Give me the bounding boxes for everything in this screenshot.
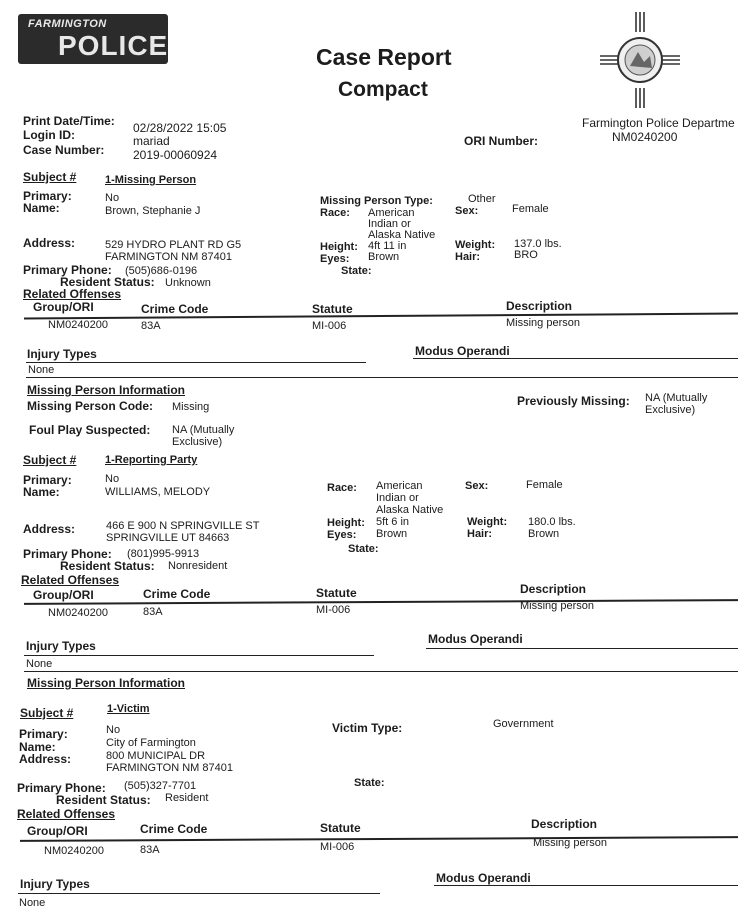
hair-label: Hair: — [455, 251, 481, 263]
injury-rule-2 — [24, 655, 374, 656]
eyes-label-2: Eyes: — [327, 529, 357, 541]
modus-operandi-label: Modus Operandi — [415, 344, 510, 358]
modus-rule — [413, 358, 738, 359]
primary-phone-label-3: Primary Phone: — [17, 781, 106, 795]
eyes-value: Brown — [368, 251, 400, 263]
state-label-2: State: — [348, 543, 379, 555]
address-line-2: FARMINGTON NM 87401 — [105, 251, 232, 263]
height-label: Height: — [320, 241, 358, 253]
group-ori-header-2: Group/ORI — [33, 588, 94, 602]
statute-header: Statute — [312, 302, 353, 316]
related-offenses-label: Related Offenses — [23, 287, 122, 301]
description-header-3: Description — [531, 817, 598, 831]
missing-person-type-value: Other — [468, 193, 496, 205]
sex-value-2: Female — [526, 479, 563, 491]
address-line-3-2: FARMINGTON NM 87401 — [106, 762, 233, 774]
previously-missing-label: Previously Missing: — [517, 394, 630, 408]
offense-statute-2: MI-006 — [316, 604, 351, 616]
race-label-2: Race: — [327, 482, 357, 494]
department-ori: NM0240200 — [612, 130, 678, 144]
sex-label: Sex: — [455, 205, 479, 217]
group-ori-header-3: Group/ORI — [27, 824, 88, 838]
modus-rule-2 — [426, 648, 738, 649]
case-number-label: Case Number: — [23, 143, 105, 157]
offense-crime-code-3: 83A — [140, 844, 160, 856]
address-label-2: Address: — [23, 522, 76, 536]
injury-types-label-2: Injury Types — [26, 639, 96, 653]
height-label-2: Height: — [327, 517, 365, 529]
subject-3-heading: 1-Victim — [107, 703, 150, 715]
sex-label-2: Sex: — [465, 480, 489, 492]
statute-header-2: Statute — [316, 586, 357, 600]
foul-play-value-2: Exclusive) — [172, 436, 223, 448]
offense-table-rule-3 — [20, 836, 738, 842]
primary-phone-label-2: Primary Phone: — [23, 547, 112, 561]
state-label: State: — [341, 265, 372, 277]
weight-label: Weight: — [455, 239, 496, 251]
resident-status-value-2: Nonresident — [168, 560, 228, 572]
name-label: Name: — [23, 201, 60, 215]
description-header-2: Description — [520, 582, 587, 596]
race-value-2: Indian or — [368, 218, 411, 230]
missing-person-code-value: Missing — [172, 401, 210, 413]
primary-value-2: No — [105, 473, 120, 485]
name-value-2: WILLIAMS, MELODY — [105, 486, 211, 498]
primary-phone-value: (505)686-0196 — [125, 265, 198, 277]
address-line-3-1: 800 MUNICIPAL DR — [106, 750, 206, 762]
resident-status-label: Resident Status: — [60, 275, 155, 289]
offense-description: Missing person — [506, 317, 580, 329]
resident-status-value: Unknown — [165, 277, 211, 289]
eyes-label: Eyes: — [320, 253, 350, 265]
crime-code-header-3: Crime Code — [140, 822, 208, 836]
victim-type-label: Victim Type: — [332, 721, 403, 735]
resident-status-label-3: Resident Status: — [56, 793, 151, 807]
print-date-label: Print Date/Time: — [23, 114, 115, 128]
state-label-3: State: — [354, 777, 385, 789]
primary-phone-label: Primary Phone: — [23, 263, 112, 277]
previously-missing-value-1: NA (Mutually — [645, 392, 708, 404]
modus-rule-3 — [434, 885, 738, 886]
offense-group-ori-3: NM0240200 — [44, 845, 104, 857]
injury-value: None — [28, 364, 55, 376]
foul-play-value-1: NA (Mutually — [172, 424, 235, 436]
hair-value-2: Brown — [528, 528, 560, 540]
address-line-2-1: 466 E 900 N SPRINGVILLE ST — [106, 520, 260, 532]
modus-operandi-label-2: Modus Operandi — [428, 632, 523, 646]
weight-value-2: 180.0 lbs. — [528, 516, 576, 528]
height-value-2: 5ft 6 in — [376, 516, 410, 528]
farmington-police-logo — [18, 14, 168, 64]
crime-code-header-2: Crime Code — [143, 587, 211, 601]
race-value-2-2: Indian or — [376, 492, 419, 504]
offense-description-2: Missing person — [520, 600, 594, 612]
ori-number-label: ORI Number: — [464, 134, 539, 148]
crime-code-header: Crime Code — [141, 302, 209, 316]
primary-phone-value-2: (801)995-9913 — [127, 548, 200, 560]
offense-crime-code: 83A — [141, 320, 161, 332]
subject-3-label: Subject # — [20, 706, 74, 720]
name-value-3: City of Farmington — [106, 737, 196, 749]
offense-table-rule-2 — [24, 599, 738, 605]
injury-rule — [26, 362, 366, 363]
login-id-label: Login ID: — [23, 128, 75, 142]
primary-value: No — [105, 192, 120, 204]
address-line-1: 529 HYDRO PLANT RD G5 — [105, 239, 242, 251]
logo-top-text: FARMINGTON — [28, 18, 107, 30]
primary-label-3: Primary: — [19, 727, 68, 741]
print-date-value: 02/28/2022 15:05 — [133, 121, 227, 135]
offense-table-rule — [24, 313, 738, 320]
primary-phone-value-3: (505)327-7701 — [124, 780, 197, 792]
address-label: Address: — [23, 236, 76, 250]
subject-1-heading: 1-Missing Person — [105, 174, 197, 186]
related-offenses-label-3: Related Offenses — [17, 807, 116, 821]
statute-header-3: Statute — [320, 821, 361, 835]
victim-type-value: Government — [493, 718, 554, 730]
offense-group-ori: NM0240200 — [48, 319, 108, 331]
address-label-3: Address: — [19, 752, 72, 766]
subject-2-label: Subject # — [23, 453, 77, 467]
department-name: Farmington Police Departme — [582, 116, 735, 130]
missing-person-info-label: Missing Person Information — [27, 383, 186, 397]
modus-operandi-label-3: Modus Operandi — [436, 871, 531, 885]
offense-crime-code-2: 83A — [143, 606, 163, 618]
primary-label-2: Primary: — [23, 473, 72, 487]
hair-value: BRO — [514, 249, 538, 261]
primary-label: Primary: — [23, 189, 72, 203]
injury-types-label-3: Injury Types — [20, 877, 90, 891]
race-value-3: Alaska Native — [368, 229, 436, 241]
report-subtitle: Compact — [338, 78, 428, 101]
missing-person-info-label-2: Missing Person Information — [27, 676, 186, 690]
race-label: Race: — [320, 207, 350, 219]
name-label-2: Name: — [23, 485, 60, 499]
login-id-value: mariad — [133, 134, 170, 148]
offense-statute: MI-006 — [312, 320, 347, 332]
address-line-2-2: SPRINGVILLE UT 84663 — [106, 532, 230, 544]
related-offenses-label-2: Related Offenses — [21, 573, 120, 587]
sex-value: Female — [512, 203, 549, 215]
hair-label-2: Hair: — [467, 528, 493, 540]
case-number-value: 2019-00060924 — [133, 148, 218, 162]
report-title: Case Report — [316, 44, 452, 70]
offense-group-ori-2: NM0240200 — [48, 607, 108, 619]
race-value-2-3: Alaska Native — [376, 504, 444, 516]
weight-value: 137.0 lbs. — [514, 238, 562, 250]
weight-label-2: Weight: — [467, 516, 508, 528]
offense-statute-3: MI-006 — [320, 841, 355, 853]
primary-value-3: No — [106, 724, 121, 736]
resident-status-value-3: Resident — [165, 792, 209, 804]
offense-description-3: Missing person — [533, 837, 607, 849]
height-value: 4ft 11 in — [368, 240, 407, 252]
logo-bottom-text: POLICE — [58, 30, 169, 61]
race-value-2-1: American — [376, 480, 423, 492]
subject-2-heading: 1-Reporting Party — [105, 454, 198, 466]
race-value-1: American — [368, 207, 415, 219]
injury-value-2: None — [26, 658, 53, 670]
eyes-value-2: Brown — [376, 528, 408, 540]
missing-person-code-label: Missing Person Code: — [27, 399, 154, 413]
previously-missing-value-2: Exclusive) — [645, 404, 696, 416]
name-label-3: Name: — [19, 740, 56, 754]
subject-1-label: Subject # — [23, 170, 77, 184]
name-value: Brown, Stephanie J — [105, 205, 201, 217]
group-ori-header: Group/ORI — [33, 300, 94, 314]
city-seal-icon — [600, 12, 680, 108]
injury-types-label: Injury Types — [27, 347, 97, 361]
description-header: Description — [506, 299, 573, 313]
injury-value-3: None — [19, 897, 46, 909]
foul-play-label: Foul Play Suspected: — [29, 423, 151, 437]
resident-status-label-2: Resident Status: — [60, 559, 155, 573]
section-rule-2 — [24, 671, 738, 672]
injury-rule-3 — [18, 893, 380, 894]
missing-person-type-label: Missing Person Type: — [320, 195, 433, 207]
section-rule — [26, 377, 738, 378]
